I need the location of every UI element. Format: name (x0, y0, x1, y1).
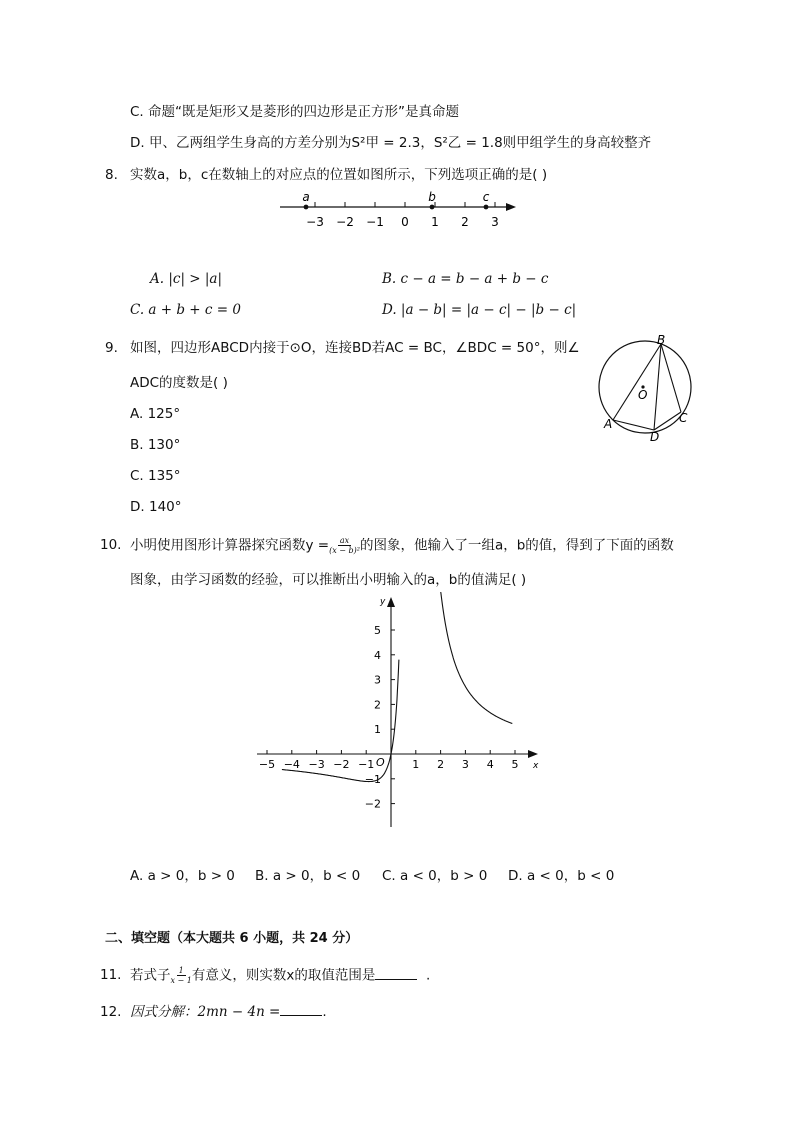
number-line-point-b (430, 205, 435, 210)
number-line-tick-label: −3 (306, 215, 324, 229)
section-2-heading: 二、填空题（本大题共 6 小题，共 24 分） (105, 931, 359, 946)
number-line-tick-label: −1 (366, 215, 384, 229)
q10-option-b: B. a > 0，b < 0 (255, 868, 361, 884)
q10-frac-num: ax (339, 536, 350, 545)
x-axis-arrow (528, 750, 538, 758)
q11-frac-den: x − 1 (170, 976, 192, 985)
q7-option-d: D. 甲、乙两组学生身高的方差分别为S²甲 = 2.3，S²乙 = 1.8则甲组学生的身高较整齐 (130, 135, 652, 151)
q9-option-a: A. 125° (130, 406, 181, 422)
number-line-point-a (304, 205, 309, 210)
x-tick-label: −3 (308, 758, 325, 771)
y-tick-label: 4 (374, 648, 381, 662)
y-axis-label: y (380, 597, 386, 607)
q11-answer-blank[interactable] (375, 967, 417, 980)
q9-stem-line1: 如图，四边形ABCD内接于⊙O，连接BD若AC = BC，∠BDC = 50°，则∠ (130, 340, 580, 356)
q10-function-graph (252, 592, 547, 832)
number-line-tick-label: 3 (491, 215, 499, 229)
x-tick-label: −2 (333, 758, 350, 771)
x-axis-label: x (533, 761, 539, 771)
q8-option-b: B. c − a = b − a + b − c (382, 271, 549, 287)
q11-number: 11. (100, 967, 122, 983)
q9-option-c: C. 135° (130, 468, 181, 484)
y-axis-arrow (387, 597, 395, 607)
graph-curve-right-branch (430, 592, 512, 724)
q12-text: 因式分解：2mn − 4n = (130, 1004, 281, 1020)
q9-label-a: A (604, 417, 613, 431)
q12-answer-blank[interactable] (280, 1003, 322, 1016)
q9-circle-figure (590, 330, 700, 445)
number-line-point-c (484, 205, 489, 210)
q9-number: 9. (105, 340, 118, 356)
q10-option-c: C. a < 0，b > 0 (382, 868, 488, 884)
q9-option-b: B. 130° (130, 437, 181, 453)
q10-option-a: A. a > 0，b > 0 (130, 868, 235, 884)
y-tick-label: −1 (364, 772, 381, 786)
q8-option-d: D. |a − b| = |a − c| − |b − c| (382, 302, 577, 318)
q10-stem-pre: 小明使用图形计算器探究函数y = (130, 537, 330, 554)
y-tick-label: 2 (374, 698, 381, 712)
x-tick-label: 3 (461, 758, 469, 771)
q9-stem-line2: ADC的度数是( ) (130, 375, 228, 391)
q7-option-c: C. 命题“既是矩形又是菱形的四边形是正方形”是真命题 (130, 104, 459, 120)
q9-option-d: D. 140° (130, 499, 182, 515)
number-line-tick-label: 2 (461, 215, 469, 229)
number-line-tick-label: −2 (336, 215, 354, 229)
number-line-point-label-c: c (482, 190, 490, 204)
y-tick-label: 3 (374, 673, 381, 687)
q12-stem (130, 1003, 327, 1021)
y-tick-label: −2 (364, 797, 381, 811)
x-tick-label: −4 (283, 758, 300, 771)
q11-pre: 若式子 (130, 967, 171, 984)
q10-stem-line1 (130, 536, 674, 555)
q8-option-a: A. |c| > |a| (150, 271, 223, 287)
q8-stem: 实数a，b，c在数轴上的对应点的位置如图所示，下列选项正确的是( ) (130, 167, 548, 183)
q9-label-d: D (650, 430, 660, 444)
q11-frac-num: 1 (178, 966, 184, 975)
x-tick-label: 4 (486, 758, 494, 771)
q9-label-b: B (657, 333, 666, 347)
q10-fraction (329, 536, 360, 555)
number-line-tick-label: 1 (431, 215, 439, 229)
q10-option-d: D. a < 0，b < 0 (508, 868, 615, 884)
q10-frac-den: (x − b)² (329, 546, 360, 555)
q8-number-line (270, 190, 530, 240)
q10-stem-line2: 图象，由学习函数的经验，可以推断出小明输入的a，b的值满足( ) (130, 572, 527, 588)
number-line-tick-label: 0 (401, 215, 409, 229)
x-tick-label: 1 (412, 758, 420, 771)
q9-label-o: O (638, 388, 648, 402)
x-tick-label: −1 (358, 758, 375, 771)
q8-number: 8. (105, 167, 118, 183)
y-tick-label: 5 (374, 624, 381, 637)
q11-end: . (425, 967, 431, 984)
x-tick-label: 2 (437, 758, 445, 771)
x-tick-label: −5 (258, 758, 276, 771)
q8-option-c: C. a + b + c = 0 (130, 302, 241, 318)
number-line-point-label-a: a (302, 190, 310, 204)
q11-post: 有意义，则实数x的取值范围是 (191, 967, 376, 984)
q12-number: 12. (100, 1004, 122, 1020)
q10-stem-post: 的图象，他输入了一组a，b的值，得到了下面的函数 (359, 537, 674, 554)
q10-number: 10. (100, 537, 122, 553)
q9-label-c: C (679, 411, 688, 425)
origin-label: O (376, 756, 385, 769)
number-line-point-label-b: b (428, 190, 436, 204)
q11-stem (130, 966, 430, 985)
x-tick-label: 5 (511, 758, 519, 771)
y-tick-label: 1 (374, 723, 381, 737)
q12-end: . (322, 1004, 327, 1020)
q11-fraction (171, 966, 192, 985)
